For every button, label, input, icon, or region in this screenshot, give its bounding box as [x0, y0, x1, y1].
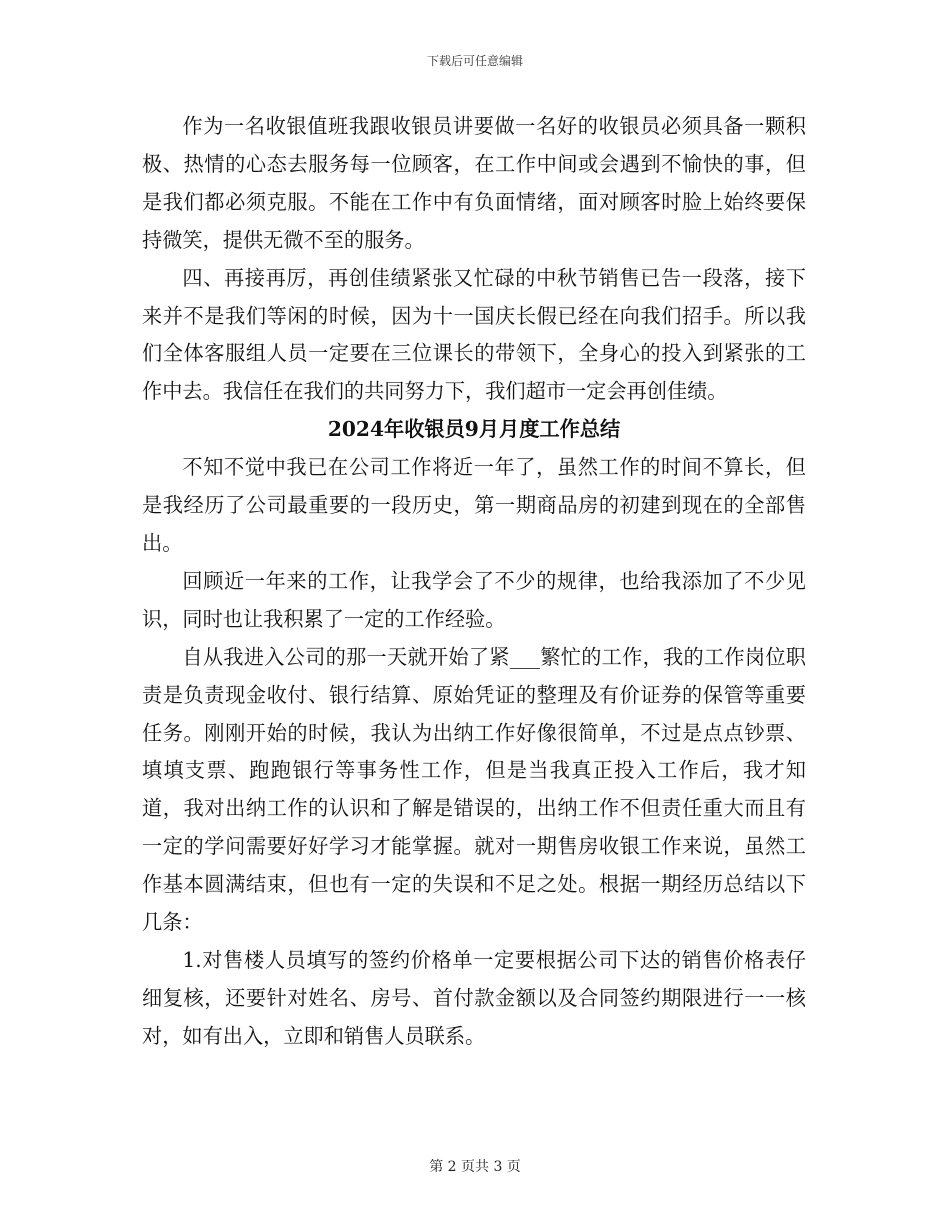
document-body	[142, 108, 806, 1056]
paragraph-review: 回顾近一年来的工作，让我学会了不少的规律，也给我添加了不少见识，同时也让我积累了一定的工作经验。	[142, 568, 806, 631]
paragraph-cashier-attitude: 作为一名收银值班我跟收银员讲要做一名好的收银员必须具备一颗积极、热情的心态去服务每一位顾客，在工作中间或会遇到不愉快的事，但是我们都必须克服。不能在工作中有负面情绪，面对顾客时脸上始终要保持微笑，提供无微不至的服务。	[142, 114, 806, 252]
section-title: 2024年收银员9月月度工作总结	[327, 417, 621, 442]
paragraph-duties: 自从我进入公司的那一天就开始了紧___繁忙的工作，我的工作岗位职责是负责现金收付、银行结算、原始凭证的整理及有价证券的保管等重要任务。刚刚开始的时候，我认为出纳工作好像很简单，不过是点点钞票、填填支票、跑跑银行等事务性工作，但是当我真正投入工作后，我才知道，我对出纳工作的认识和了解是错误的，出纳工作不但责任重大而且有一定的学问需要好好学习才能掌握。就对一期售房收银工作来说，虽然工作基本圆满结束，但也有一定的失误和不足之处。根据一期经历总结以下几条：	[142, 644, 806, 935]
paragraph-one-year: 不知不觉中我已在公司工作将近一年了，虽然工作的时间不算长，但是我经历了公司最重要的一段历史，第一期商品房的初建到现在的全部售出。	[142, 455, 806, 555]
paragraph-keep-going: 四、再接再厉，再创佳绩紧张又忙碌的中秋节销售已告一段落，接下来并不是我们等闲的时候，因为十一国庆长假已经在向我们招手。所以我们全体客服组人员一定要在三位课长的带领下，全身心的投入到紧张的工作中去。我信任在我们的共同努力下，我们超市一定会再创佳绩。	[142, 265, 806, 404]
paragraph-item-1: 1.对售楼人员填写的签约价格单一定要根据公司下达的销售价格表仔细复核，还要针对姓名、房号、首付款金额以及合同签约期限进行一一核对，如有出入，立即和销售人员联系。	[142, 947, 806, 1048]
page-number: 第 2 页共 3 页	[429, 1159, 521, 1175]
page-header-note: 下载后可任意编辑	[426, 54, 523, 68]
